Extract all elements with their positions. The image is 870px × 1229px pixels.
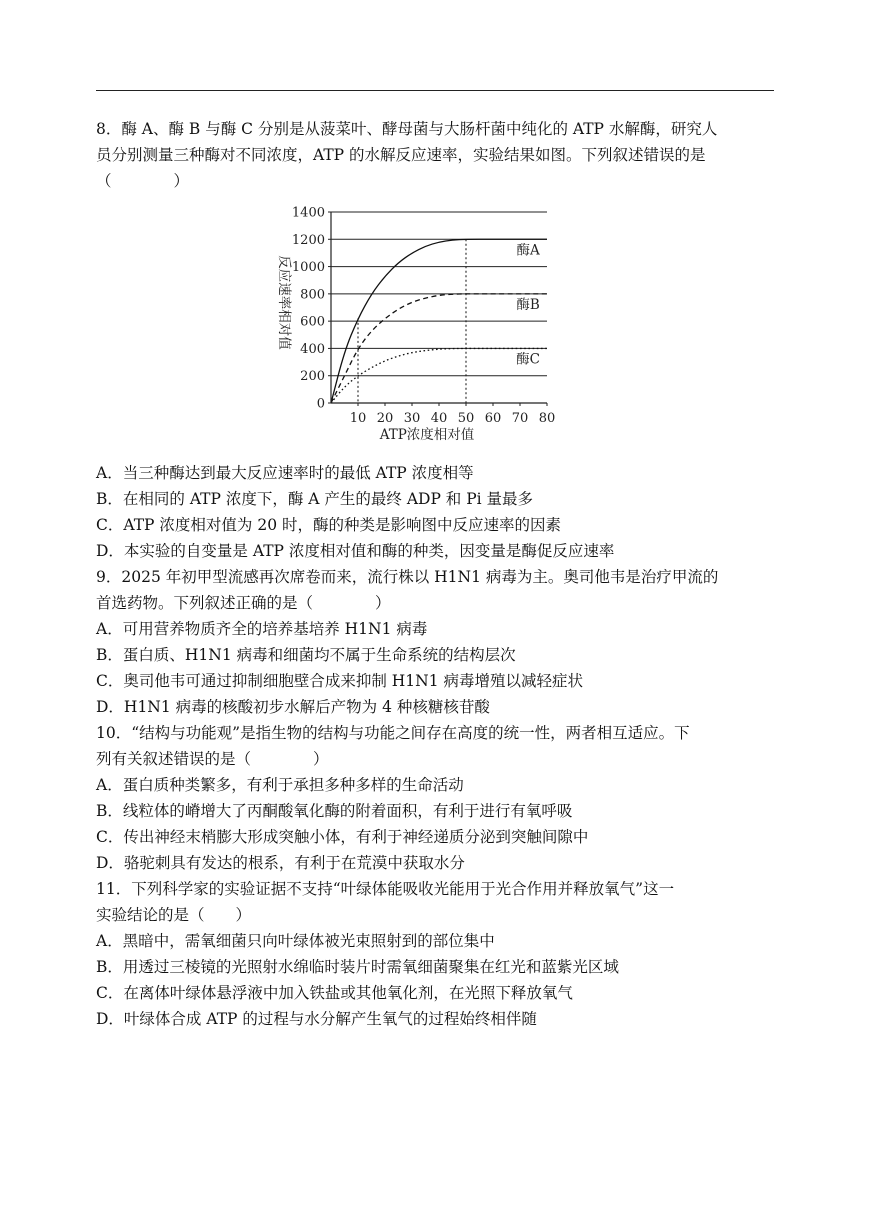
y-tick-label: 200 [300,369,325,385]
x-tick-label: 70 [511,411,529,426]
q8-option-c: C．ATP 浓度相对值为 20 时，酶的种类是影响图中反应速率的因素 [96,516,561,534]
q8-stem-line: 8．酶 A、酶 B 与酶 C 分别是从菠菜叶、酵母菌与大肠杆菌中纯化的 ATP 水解酶，研究人 [96,120,718,138]
y-tick-label: 1200 [291,232,325,248]
q10-option-b: B．线粒体的嵴增大了丙酮酸氧化酶的附着面积，有利于进行有氧呼吸 [96,802,573,820]
y-tick-label: 1000 [291,260,325,276]
q10-stem-line: 列有关叙述错误的是（ ） [96,750,329,768]
q8-stem-line: 员分别测量三种酶对不同浓度，ATP 的水解反应速率，实验结果如图。下列叙述错误的是 [96,146,706,164]
q10-option-c: C．传出神经末梢膨大形成突触小体，有利于神经递质分泌到突触间隙中 [96,828,589,846]
series-label: 酶A [516,242,540,259]
series-label: 酶B [516,296,540,313]
q9-option-c: C．奥司他韦可通过抑制细胞壁合成来抑制 H1N1 病毒增殖以减轻症状 [96,672,584,690]
q11-option-d: D．叶绿体合成 ATP 的过程与水分解产生氧气的过程始终相伴随 [96,1010,537,1028]
enzyme-chart [96,202,776,452]
x-tick-label: 50 [457,411,475,426]
y-tick-label: 800 [300,287,325,303]
q8-option-a: A．当三种酶达到最大反应速率时的最低 ATP 浓度相等 [96,464,474,482]
q10-option-a: A．蛋白质种类繁多，有利于承担多种多样的生命活动 [96,776,464,794]
q8-options [96,460,776,564]
q11-stem-line: 11．下列科学家的实验证据不支持“叶绿体能吸收光能用于光合作用并释放氧气”这一 [96,880,675,898]
q9-stem-line: 首选药物。下列叙述正确的是（ ） [96,594,391,612]
question-8 [96,116,776,194]
q9-option-d: D．H1N1 病毒的核酸初步水解后产物为 4 种核糖核苷酸 [96,698,490,716]
x-tick-label: 60 [484,411,502,426]
q10-stem-line: 10．“结构与功能观”是指生物的结构与功能之间存在高度的统一性，两者相互适应。下 [96,724,690,742]
x-tick-label: 80 [538,411,556,426]
q11-option-b: B．用透过三棱镜的光照射水绵临时装片时需氧细菌聚集在红光和蓝紫光区域 [96,958,619,976]
y-axis-label: 反应速率相对值 [276,255,292,350]
question-content [96,116,776,1032]
x-tick-label: 40 [430,411,448,426]
x-tick-label: 20 [376,411,394,426]
y-tick-label: 0 [316,396,325,412]
q8-stem-line: （ ） [96,172,190,190]
q11-stem-line: 实验结论的是（ ） [96,906,252,924]
x-tick-label: 30 [403,411,421,426]
y-tick-label: 1400 [291,205,325,221]
enzyme-rate-chart-svg [276,202,596,452]
header-rule [96,90,774,91]
x-tick-label: 10 [349,411,367,426]
q9-stem-line: 9．2025 年初甲型流感再次席卷而来，流行株以 H1N1 病毒为主。奥司他韦是治疗甲流的 [96,568,719,586]
x-axis-label: ATP浓度相对值 [379,427,475,443]
series-label: 酶C [516,351,541,368]
q8-option-b: B．在相同的 ATP 浓度下，酶 A 产生的最终 ADP 和 Pi 量最多 [96,490,534,508]
q9-option-b: B．蛋白质、H1N1 病毒和细菌均不属于生命系统的结构层次 [96,646,516,664]
question-11 [96,876,776,1032]
question-10 [96,720,776,876]
question-9 [96,564,776,720]
q11-option-a: A．黑暗中，需氧细菌只向叶绿体被光束照射到的部位集中 [96,932,495,950]
q11-option-c: C．在离体叶绿体悬浮液中加入铁盐或其他氧化剂，在光照下释放氧气 [96,984,573,1002]
y-tick-label: 400 [300,341,325,357]
y-tick-label: 600 [300,314,325,330]
q9-option-a: A．可用营养物质齐全的培养基培养 H1N1 病毒 [96,620,428,638]
q10-option-d: D．骆驼刺具有发达的根系，有利于在荒漠中获取水分 [96,854,465,872]
q8-option-d: D．本实验的自变量是 ATP 浓度相对值和酶的种类，因变量是酶促反应速率 [96,542,615,560]
